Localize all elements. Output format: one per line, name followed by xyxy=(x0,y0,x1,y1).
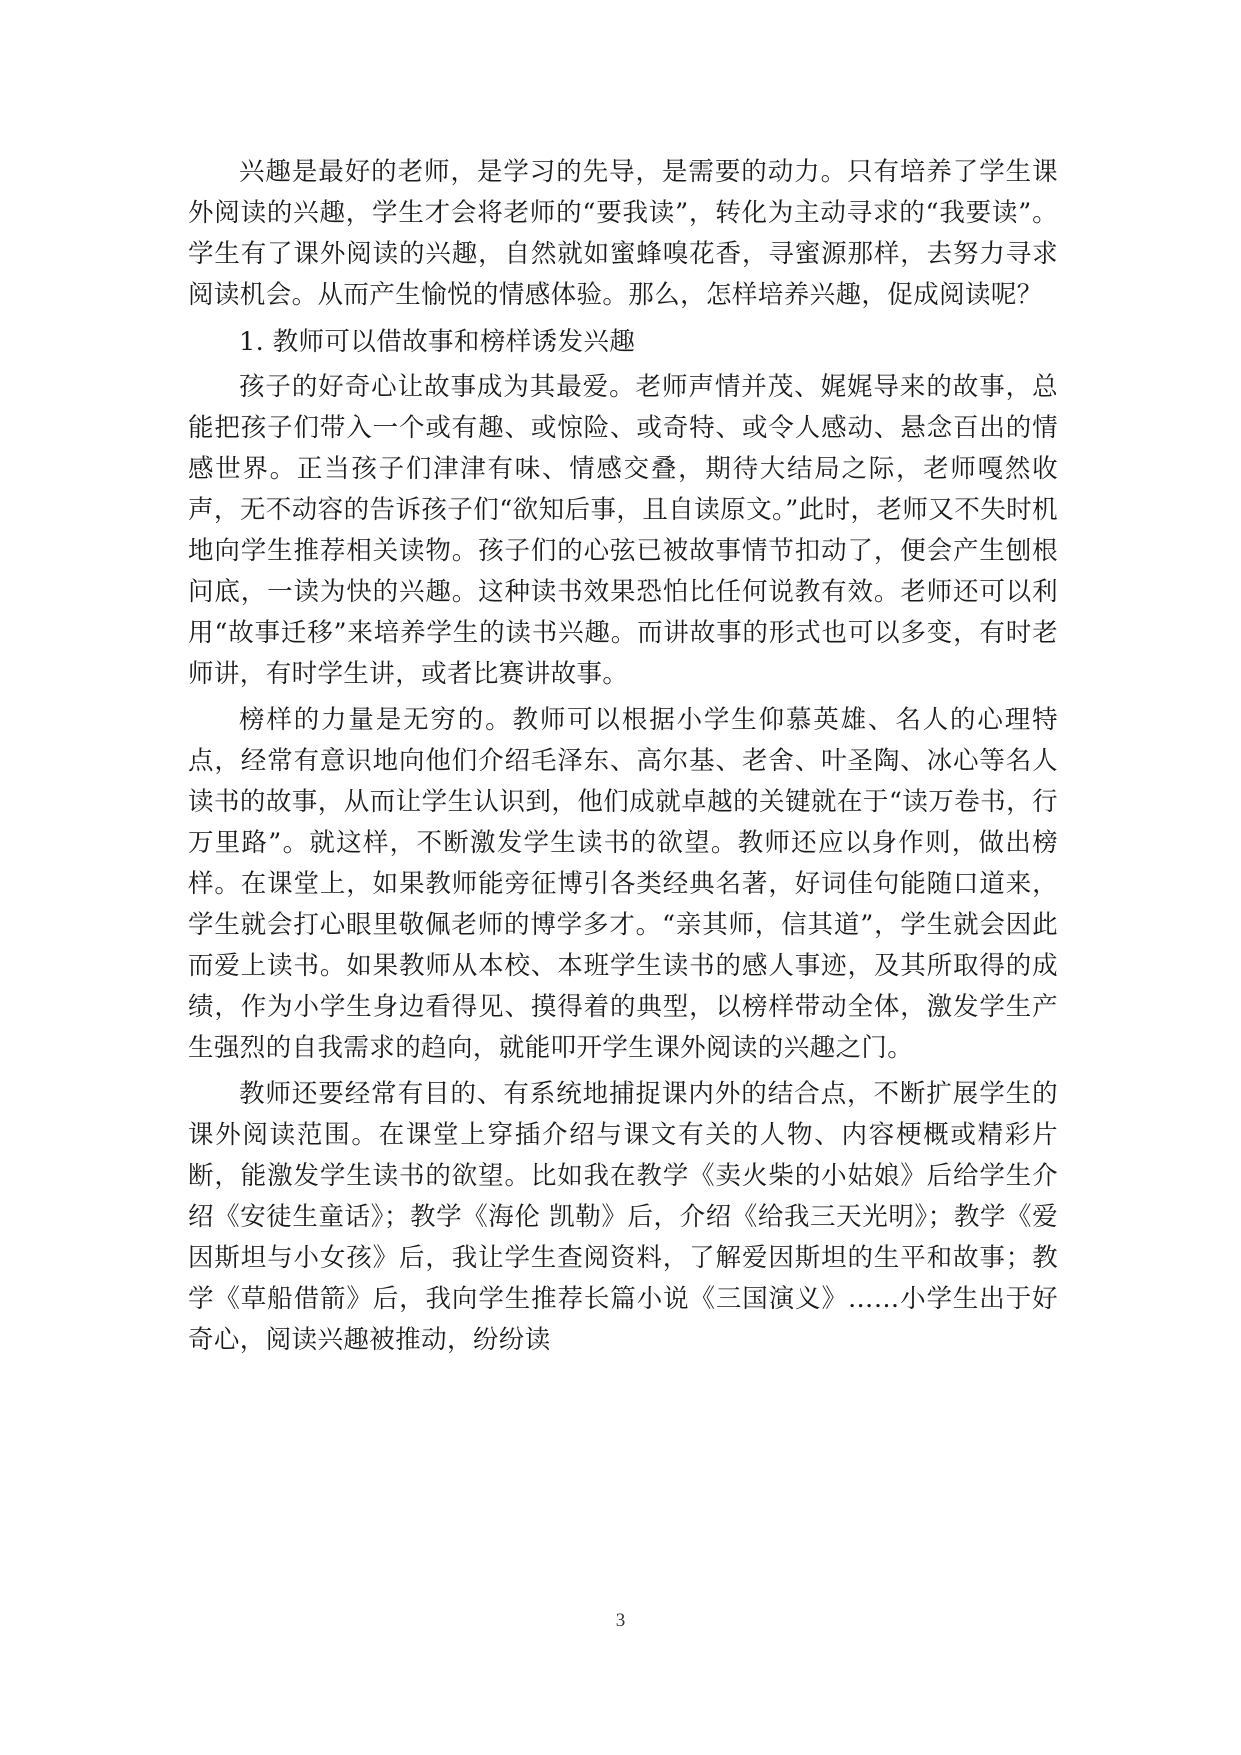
document-body xyxy=(188,152,1058,1361)
paragraph-stories: 孩子的好奇心让故事成为其最爱。老师声情并茂、娓娓导来的故事，总能把孩子们带入一个或有趣、或惊险、或奇特、或令人感动、悬念百出的情感世界。正当孩子们津津有味、情感交叠，期待大结局之际，老师嘎然收声，无不动容的告诉孩子们“欲知后事，且自读原文。”此时，老师又不失时机地向学生推荐相关读物。孩子们的心弦已被故事情节扣动了，便会产生刨根问底，一读为快的兴趣。这种读书效果恐怕比任何说教有效。老师还可以利用“故事迁移”来培养学生的读书兴趣。而讲故事的形式也可以多变，有时老师讲，有时学生讲，或者比赛讲故事。 xyxy=(188,372,1058,689)
paragraph-classroom-links: 教师还要经常有目的、有系统地捕捉课内外的结合点，不断扩展学生的课外阅读范围。在课堂上穿插介绍与课文有关的人物、内容梗概或精彩片断，能激发学生读书的欲望。比如我在教学《卖火柴的小姑娘》后给学生介绍《安徒生童话》；教学《海伦 凯勒》后，介绍《给我三天光明》；教学《爱因斯坦与小女孩》后，我让学生查阅资料，了解爱因斯坦的生平和故事；教学《草船借箭》后，我向学生推荐长篇小说《三国演义》……小学生出于好奇心，阅读兴趣被推动，纷纷读 xyxy=(188,1079,1058,1355)
paragraph-interest-intro: 兴趣是最好的老师，是学习的先导，是需要的动力。只有培养了学生课外阅读的兴趣，学生才会将老师的“要我读”，转化为主动寻求的“我要读”。学生有了课外阅读的兴趣，自然就如蜜蜂嗅花香，寻蜜源那样，去努力寻求阅读机会。从而产生愉悦的情感体验。那么，怎样培养兴趣，促成阅读呢？ xyxy=(188,157,1058,310)
page-number: 3 xyxy=(615,1610,626,1631)
paragraph-role-models: 榜样的力量是无穷的。教师可以根据小学生仰慕英雄、名人的心理特点，经常有意识地向他们介绍毛泽东、高尔基、老舍、叶圣陶、冰心等名人读书的故事，从而让学生认识到，他们成就卓越的关键就在于“读万卷书，行万里路”。就这样，不断激发学生读书的欲望。教师还应以身作则，做出榜样。在课堂上，如果教师能旁征博引各类经典名著，好词佳句能随口道来，学生就会打心眼里敬佩老师的博学多才。“亲其师，信其道”，学生就会因此而爱上读书。如果教师从本校、本班学生读书的感人事迹，及其所取得的成绩，作为小学生身边看得见、摸得着的典型，以榜样带动全体，激发学生产生强烈的自我需求的趋向，就能叩开学生课外阅读的兴趣之门。 xyxy=(188,705,1058,1063)
section-heading: 1. 教师可以借故事和榜样诱发兴趣 xyxy=(239,327,636,357)
